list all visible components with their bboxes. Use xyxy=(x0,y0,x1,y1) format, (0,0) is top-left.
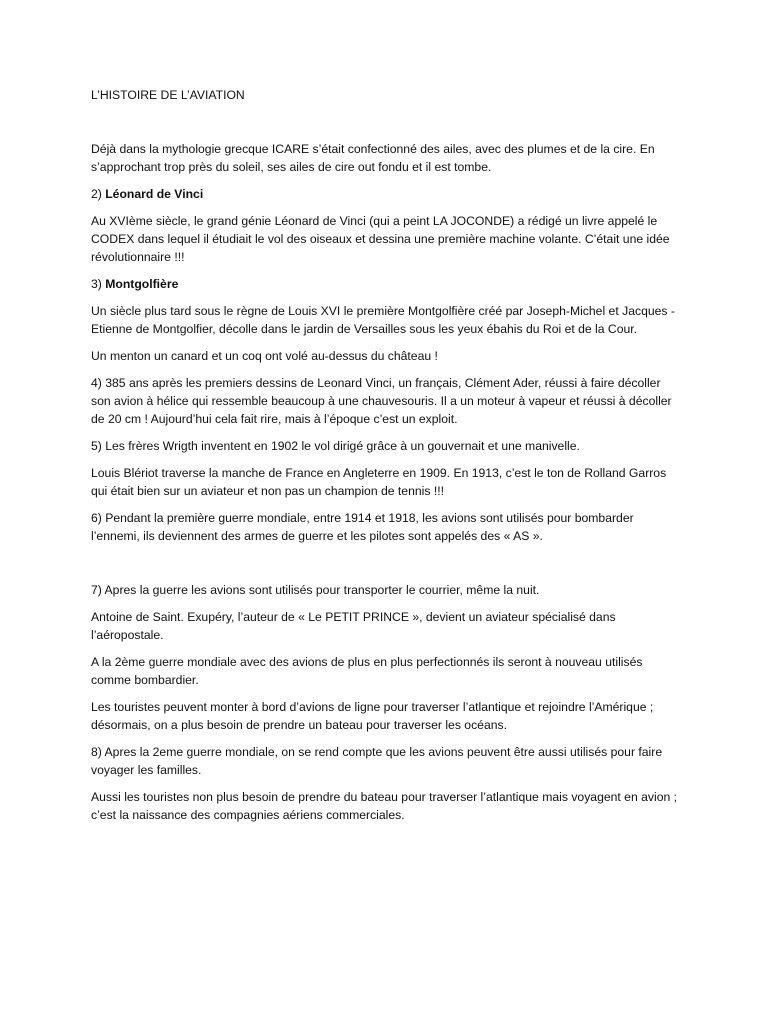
section-number: 2) xyxy=(91,187,106,201)
section-heading-leonard xyxy=(91,185,681,203)
paragraph-canard-coq: Un menton un canard et un coq ont volé au-dessus du château ! xyxy=(91,349,438,363)
paragraph-courrier: 7) Apres la guerre les avions sont utilisés pour transporter le courrier, même la nuit. xyxy=(91,583,540,597)
paragraph-icare: Déjà dans la mythologie grecque ICARE s’était confectionné des ailes, avec des plumes et de la cire. En s’approchant trop près du soleil, ses ailes de cire out fondu et il est tombe. xyxy=(91,142,655,174)
document-title: L’HISTOIRE DE L’AVIATION xyxy=(91,88,245,102)
section-title: Montgolfière xyxy=(105,277,179,291)
paragraph-ww1: 6) Pendant la première guerre mondiale, entre 1914 et 1918, les avions sont utilisés pour bombarder l’ennemi, ils deviennent des armes de guerre et les pilotes sont appelés des « AS ». xyxy=(91,511,634,543)
empty-line xyxy=(91,554,681,572)
paragraph-ww2: A la 2ème guerre mondiale avec des avions de plus en plus perfectionnés ils seront à nouveau utilisés comme bombardier. xyxy=(91,655,643,687)
paragraph-ader: 4) 385 ans après les premiers dessins de Leonard Vinci, un français, Clément Ader, réussi à faire décoller son avion à hélice qui ressemble beaucoup à une chauvesouris. Il a un moteur à vapeur et réussi à décoller de 20 cm ! Aujourd’hui cela fait rire, mais à l’époque c’est un exploit. xyxy=(91,376,672,426)
paragraph-wright: 5) Les frères Wrigth inventent en 1902 le vol dirigé grâce à un gouvernait et une manivelle. xyxy=(91,439,580,453)
paragraph-touristes: Les touristes peuvent monter à bord d’avions de ligne pour traverser l’atlantique et rejoindre l’Amérique ; désormais, on a plus besoin de prendre un bateau pour traverser les océans. xyxy=(91,700,654,732)
document-body xyxy=(91,86,681,833)
paragraph-saint-exupery: Antoine de Saint. Exupéry, l’auteur de « Le PETIT PRINCE », devient un aviateur spécialisé dans l’aéropostale. xyxy=(91,610,616,642)
paragraph-compagnies: Aussi les touristes non plus besoin de prendre du bateau pour traverser l’atlantique mais voyagent en avion ; c’est la naissance des compagnies aériens commerciales. xyxy=(91,790,678,822)
section-number: 3) xyxy=(91,277,106,291)
paragraph-montgolfiere: Un siècle plus tard sous le règne de Louis XVI le première Montgolfière créé par Joseph-Michel et Jacques -Etienne de Montgolfier, décolle dans le jardin de Versailles sous les yeux ébahis du Roi et de la Cour. xyxy=(91,304,675,336)
paragraph-bleriot: Louis Blériot traverse la manche de France en Angleterre en 1909. En 1913, c’est le ton de Rolland Garros qui était bien sur un aviateur et non pas un champion de tennis !!! xyxy=(91,466,667,498)
section-heading-montgolfiere xyxy=(91,275,681,293)
section-title: Léonard de Vinci xyxy=(105,187,204,201)
paragraph-familles: 8) Apres la 2eme guerre mondiale, on se rend compte que les avions peuvent être aussi utilisés pour faire voyager les familles. xyxy=(91,745,663,777)
paragraph-leonard: Au XVIème siècle, le grand génie Léonard de Vinci (qui a peint LA JOCONDE) a rédigé un livre appelé le CODEX dans lequel il étudiait le vol des oiseaux et dessina une première machine volante. C’était une idée révolutionnaire !!! xyxy=(91,214,670,264)
